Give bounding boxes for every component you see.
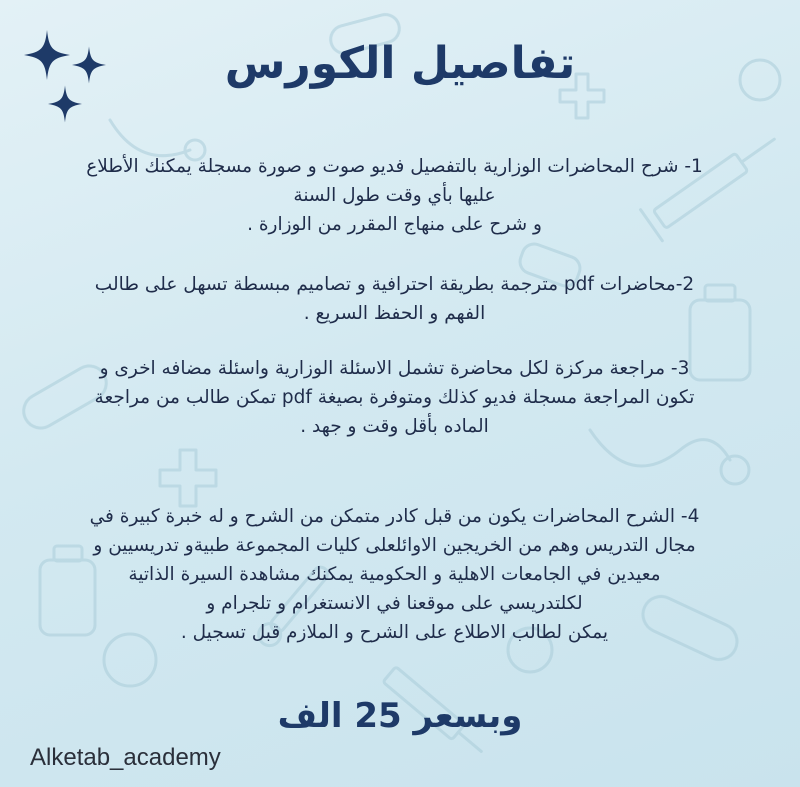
page-title: تفاصيل الكورس: [224, 38, 576, 89]
text-line: معيدين في الجامعات الاهلية و الحكومية يمكنك مشاهدة السيرة الذاتية: [128, 564, 661, 585]
course-detail-3: [37, 354, 752, 441]
text-line: و شرح على منهاج المقرر من الوزارة .: [247, 214, 542, 235]
text-line: تكون المراجعة مسجلة فديو كذلك ومتوفرة بصيغة pdf تمكن طالب من مراجعة: [94, 387, 695, 408]
text-line: 1- شرح المحاضرات الوزارية بالتفصيل فديو صوت و صورة مسجلة يمكنك الأطلاع: [86, 156, 703, 177]
text-line: 2-محاضرات pdf مترجمة بطريقة احترافية و تصاميم مبسطة تسهل على طالب: [94, 274, 695, 295]
text-line: مجال التدريس وهم من الخريجين الاوائلعلى كليات المجموعة طبيةو تدريسيين و: [93, 535, 696, 556]
text-line: الماده بأقل وقت و جهد .: [300, 416, 489, 437]
course-detail-4: [37, 502, 752, 647]
course-detail-2: [37, 270, 752, 328]
course-detail-1: [37, 152, 752, 239]
sparkle-icon: [48, 84, 82, 124]
text-line: 3- مراجعة مركزة لكل محاضرة تشمل الاسئلة الوزارية واسئلة مضافه اخرى و: [99, 358, 690, 379]
brand-handle: Alketab_academy: [30, 744, 221, 771]
text-line: الفهم و الحفظ السريع .: [303, 303, 486, 324]
text-line: 4- الشرح المحاضرات يكون من قبل كادر متمكن من الشرح و له خبرة كبيرة في: [89, 506, 700, 527]
text-line: لكلتدريسي على موقعنا في الانستغرام و تلجرام و: [206, 593, 583, 614]
text-line: يمكن لطالب الاطلاع على الشرح و الملازم قبل تسجيل .: [180, 622, 609, 643]
price-label: وبسعر 25 الف: [277, 696, 523, 736]
text-line: عليها بأي وقت طول السنة: [293, 185, 496, 206]
